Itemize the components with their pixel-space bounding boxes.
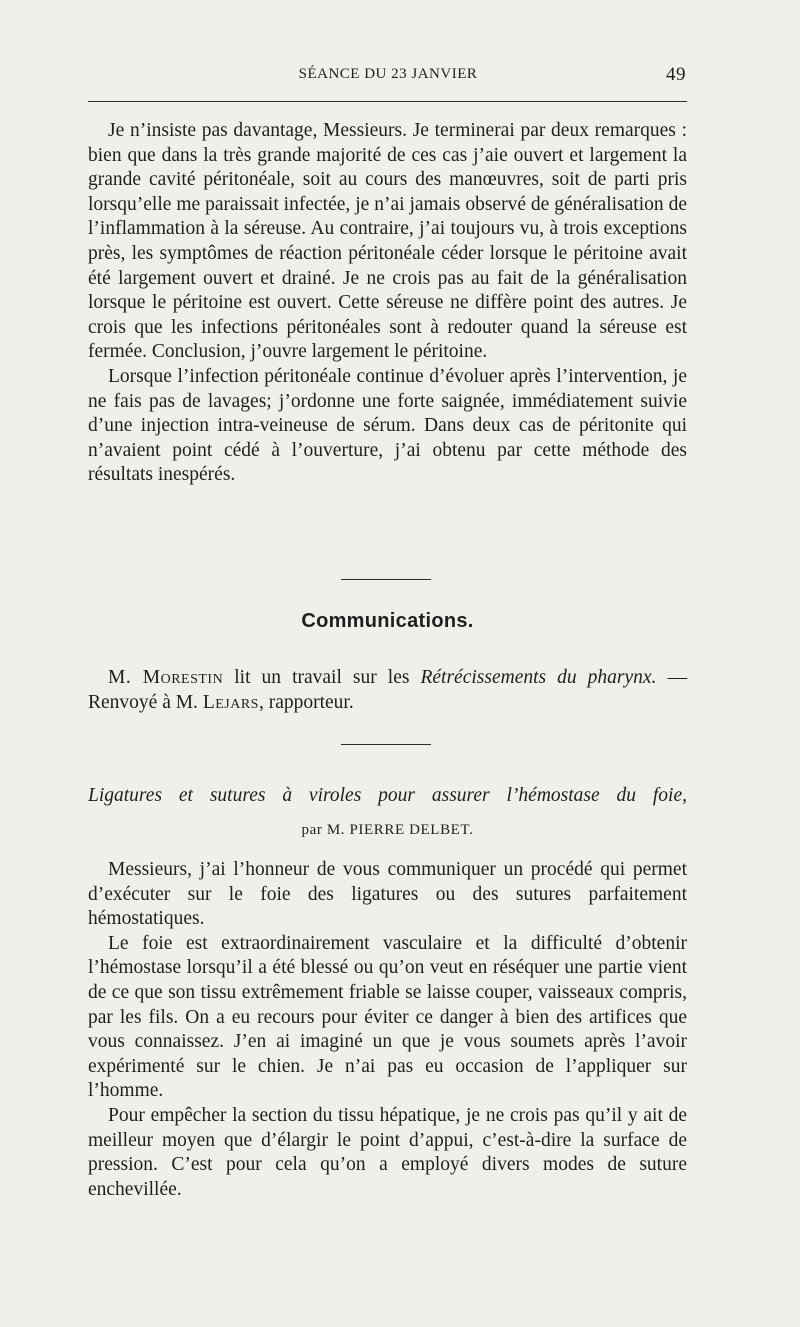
article-title: Ligatures et sutures à viroles pour assurer l’hémostase du foie, <box>88 785 687 806</box>
paragraph <box>88 666 687 715</box>
discussion-text <box>88 119 687 488</box>
running-head: SÉANCE DU 23 JANVIER <box>298 66 478 82</box>
paragraph: Pour empêcher la section du tissu hépatique, je ne crois pas qu’il y ait de meilleur moyen que d’élargir le point d’appui, c’est-à-dire la surface de pression. C’est pour cela qu’on a employé divers modes de suture enchevillée. <box>88 1104 687 1200</box>
article-byline: par M. PIERRE DELBET. <box>301 822 474 838</box>
article-body <box>88 858 687 1202</box>
communication-entry <box>88 666 687 715</box>
header-rule <box>88 101 687 102</box>
paragraph: Le foie est extraordinairement vasculaire et la difficulté d’obtenir l’hémostase lorsqu’il a été blessé ou qu’on veut en réséquer une partie vient de ce que son tissu extrêmement friable se laisse couper, vaisseaux compris, par les fils. On a eu recours pour éviter ce danger à bien des artifices que vous connaissez. J’en ai imaginé un que je vous soumets après l’avoir expérimenté sur le chien. Je n’ai pas eu occasion de l’appliquer sur l’homme. <box>88 932 687 1102</box>
paragraph: Messieurs, j’ai l’honneur de vous communiquer un procédé qui permet d’exécuter sur le foie des ligatures ou des sutures parfaitement hémostatiques. <box>88 859 687 930</box>
work-title: Rétrécissements du pharynx. <box>420 667 657 688</box>
paragraph: Lorsque l’infection péritonéale continue d’évoluer après l’intervention, je ne fais pas de lavages; j’ordonne une forte saignée, immédiatement suivie d’une injection intra-veineuse de sérum. Dans deux cas de péritonite qui n’avaient point cédé à l’ouverture, j’ai obtenu par cette méthode des résultats inespérés. <box>88 365 687 486</box>
text-run: lit un travail sur les <box>223 667 421 688</box>
rapporteur-name: Lejars <box>202 691 259 713</box>
page-header <box>88 64 688 86</box>
section-divider <box>341 744 431 745</box>
page-number: 49 <box>666 64 686 85</box>
text-run: — Renvoyé à M. <box>88 667 688 713</box>
section-divider <box>341 579 431 580</box>
text-run: , rapporteur. <box>258 691 354 713</box>
paragraph: Je n’insiste pas davantage, Messieurs. Je terminerai par deux remarques : bien que dans la très grande majorité de ces cas j’aie ouvert et largement la grande cavité péritonéale, soit au cours des manœuvres, soit de parti pris lorsqu’elle me paraissait infectée, je n’ai jamais observé de généralisation de l’inflammation à la séreuse. Au contraire, j’ai toujours vu, à trois exceptions près, les symptômes de réaction péritonéale céder lorsque le péritoine avait été largement ouvert et drainé. Je ne crois pas au fait de la généralisation lorsque le péritoine est ouvert. Cette séreuse ne diffère point des autres. Je crois que les infections péritonéales sont à redouter quand la séreuse est fermée. Conclusion, j’ouvre largement le péritoine. <box>88 120 687 363</box>
section-title: Communications. <box>301 610 474 632</box>
author-name: M. Morestin <box>108 667 224 688</box>
